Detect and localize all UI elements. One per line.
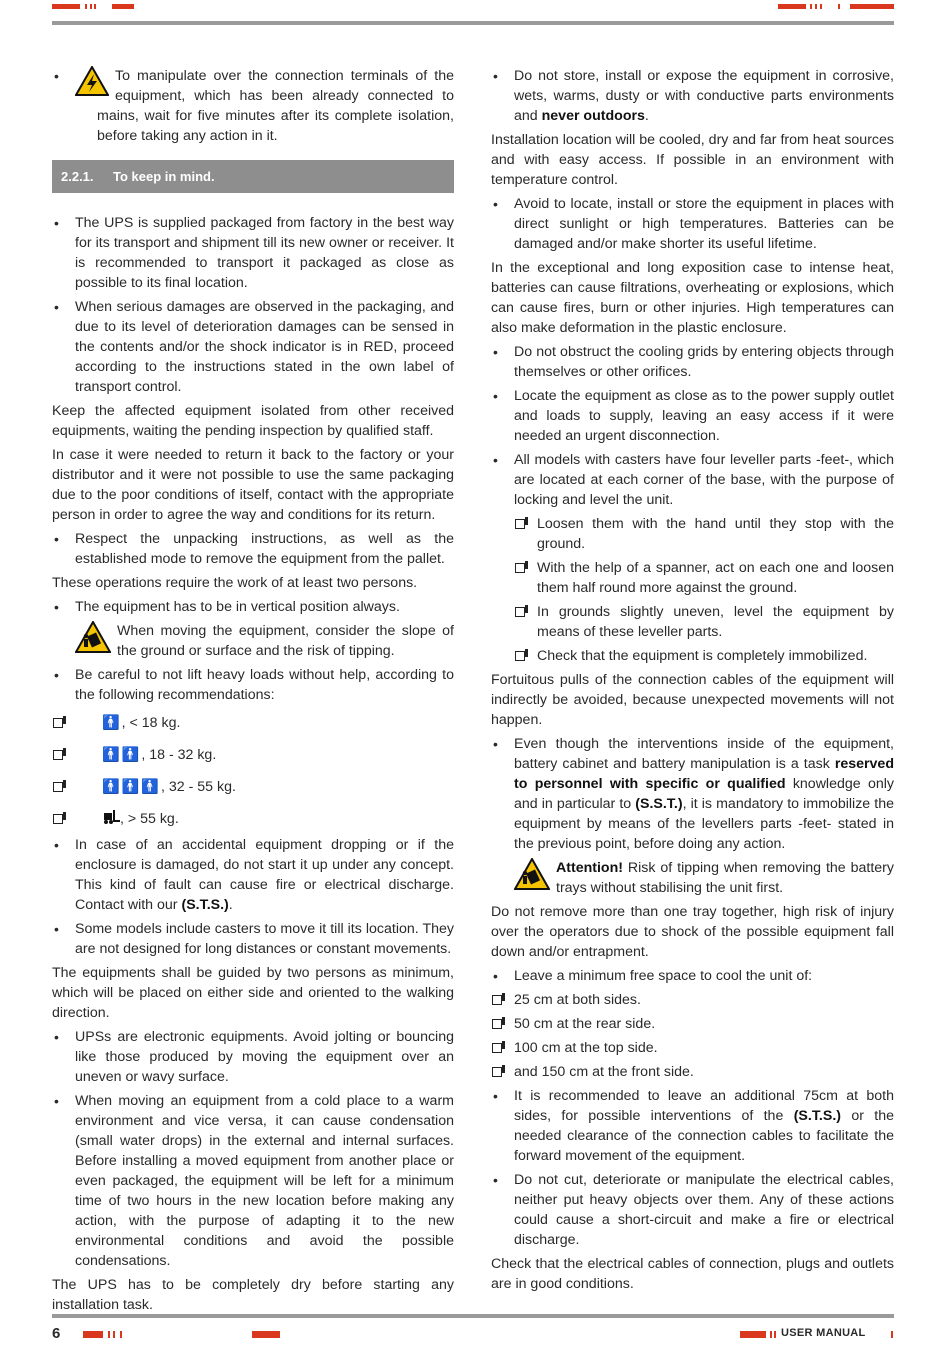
paragraph: Keep the affected equipment isolated from other received equipments, waiting the pending inspection by qualified staff. — [52, 403, 454, 439]
list-item: • Do not cut, deteriorate or manipulate the electrical cables, neither put heavy objects over them. Any of these actions could cause a short-circuit and make a fire or electrical discharge. — [493, 1172, 894, 1248]
paragraph: Check that the electrical cables of connection, plugs and outlets are in good conditions. — [491, 1256, 894, 1292]
load-item: 🚹🚹🚹, 32 - 55 kg. — [52, 777, 454, 805]
paragraph: Fortuitous pulls of the connection cables of the equipment will indirectly be avoided, because unexpected movements will not happen. — [491, 672, 894, 728]
list-item: • Even though the interventions inside of the equipment, battery cabinet and battery manipulation is a task reserved to personnel with specific or qualified knowledge only and in particular to (S.S.T.), it is mandatory to immobilize the equipment by means of the levellers parts -feet- stated in the previous point, before doing any action. — [493, 736, 894, 852]
list-item: • Do not store, install or expose the equipment in corrosive, wets, warms, dusty or with conductive parts environments and never outdoors. — [493, 68, 894, 124]
header-rule — [52, 21, 894, 25]
left-column — [52, 66, 454, 1319]
load-item: , > 55 kg. — [52, 809, 454, 831]
checklist-item: Loosen them with the hand until they stop with the ground. — [514, 514, 894, 554]
list-item: • Avoid to locate, install or store the equipment in places with direct sunlight or high temperatures. Batteries can be damaged and/or make shorter its useful lifetime. — [493, 196, 894, 252]
footer-title: USER MANUAL — [781, 1327, 866, 1339]
clearance-item: and 150 cm at the front side. — [491, 1062, 894, 1082]
paragraph: Do not remove more than one tray together, high risk of injury over the operators due to shock of the possible equipment fall down and/or entrapment. — [491, 904, 894, 960]
person-icon: 🚹 — [102, 715, 122, 731]
checklist-item: Check that the equipment is completely immobilized. — [514, 646, 894, 666]
warning-item-terminals: • To manipulate over the connection terminals of the equipment, which has been already connected to mains, wait for five minutes after its complete isolation, before taking any action in it. — [54, 68, 454, 144]
load-list — [52, 713, 454, 831]
paragraph: These operations require the work of at least two persons. — [52, 575, 418, 591]
list-item: • Respect the unpacking instructions, as well as the established mode to remove the equipment from the pallet. — [54, 531, 454, 567]
paragraph: In case it were needed to return it back to the factory or your distributor and it were not possible to use the same packaging due to the poor conditions of itself, contact with the appropriate person in order to agree the way and conditions for its return. — [52, 447, 454, 523]
load-item: 🚹🚹, 18 - 32 kg. — [52, 745, 454, 773]
tipping-warning: When moving the equipment, consider the slope of the ground or surface and the risk of tipping. — [75, 621, 454, 661]
paragraph: Installation location will be cooled, dry and far from heat sources and with easy access. If possible in an environment with temperature control. — [491, 132, 894, 188]
section-number: 2.2.1. — [61, 169, 94, 184]
page-number: 6 — [52, 1325, 61, 1342]
clearance-item: 25 cm at both sides. — [491, 990, 894, 1010]
list-item: • Some models include casters to move it till its location. They are not designed for long distances or constant movements. — [54, 921, 454, 957]
two-persons-icon: 🚹🚹 — [102, 747, 142, 763]
list-item: • Do not obstruct the cooling grids by entering objects through themselves or other orifices. — [493, 344, 894, 380]
checklist-item: In grounds slightly uneven, level the equipment by means of these leveller parts. — [514, 602, 894, 642]
load-item: 🚹, < 18 kg. — [52, 713, 454, 741]
forklift-icon — [102, 810, 120, 824]
list-item: • The UPS is supplied packaged from factory in the best way for its transport and shipment till its new owner or receiver. It is recommended to transport it packaged as close as possible to its final location. — [54, 215, 454, 291]
list-item: • Leave a minimum free space to cool the unit of: — [493, 968, 813, 984]
list-item: • Be careful to not lift heavy loads without help, according to the following recommendations: — [54, 667, 454, 703]
checklist-item: With the help of a spanner, act on each one and loosen them half round more against the ground. — [514, 558, 894, 598]
clearance-list — [491, 990, 894, 1082]
footer-rule — [52, 1314, 894, 1318]
list-item: • Locate the equipment as close as to the power supply outlet and loads to supply, leaving an easy access if it were needed an urgent disconnection. — [493, 388, 894, 444]
tipping-hazard-icon — [75, 621, 111, 653]
list-item: • It is recommended to leave an additional 75cm at both sides, for possible interventions of the (S.T.S.) or the needed clearance of the connection cables to facilitate the forward movement of the equipment. — [493, 1088, 894, 1164]
tipping-hazard-icon — [514, 858, 550, 890]
list-item: • When serious damages are observed in the packaging, and due to its level of deterioration damages can be sensed in the contents and/or the shock indicator is in RED, proceed according to the instructions stated in the own label of transport control. — [54, 299, 454, 395]
paragraph: The equipments shall be guided by two persons as minimum, which will be placed on either side and oriented to the walking direction. — [52, 965, 454, 1021]
list-item: • All models with casters have four leveller parts -feet-, which are located at each corner of the base, with the purpose of locking and level the unit. — [493, 452, 894, 508]
paragraph: The UPS has to be completely dry before starting any installation task. — [52, 1277, 454, 1313]
clearance-item: 50 cm at the rear side. — [491, 1014, 894, 1034]
paragraph: In the exceptional and long exposition case to intense heat, batteries can cause filtrations, overheating or explosions, which can cause fires, burn or other injuries. High temperatures can also make deformation in the plastic enclosure. — [491, 260, 894, 336]
section-heading — [52, 160, 454, 193]
battery-tipping-warning: Attention! Risk of tipping when removing the battery trays without stabilising the unit first. — [514, 858, 894, 898]
section-title: To keep in mind. — [113, 169, 215, 184]
list-item: • The equipment has to be in vertical position always. — [54, 599, 400, 615]
checklist — [514, 514, 894, 666]
list-item: • In case of an accidental equipment dropping or if the enclosure is damaged, do not start it up under any concept. This kind of fault can cause fire or electrical discharge. Contact with our (S.T.S.). — [54, 837, 454, 913]
clearance-item: 100 cm at the top side. — [491, 1038, 894, 1058]
list-item: • When moving an equipment from a cold place to a warm environment and vice versa, it can cause condensation (small water drops) in the external and internal surfaces. Before installing a moved equipment from another place or even packaged, the equipment will be left for a minimum time of two hours in the new location before making any action, with the purpose of adapting it to the new environmental conditions and avoid the possible condensations. — [54, 1093, 454, 1269]
right-column — [491, 66, 894, 1298]
electric-hazard-icon — [75, 66, 109, 96]
list-item: • UPSs are electronic equipments. Avoid jolting or bouncing like those produced by moving the equipment over an uneven or wavy surface. — [54, 1029, 454, 1085]
three-persons-icon: 🚹🚹🚹 — [102, 779, 161, 795]
